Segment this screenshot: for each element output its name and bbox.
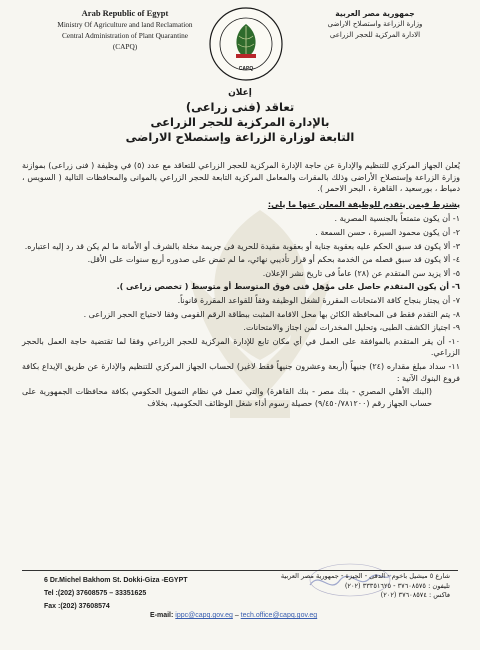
requirements-heading: يشترط فيمن يتقدم للوظيفة المعلن عنها ما يلى: bbox=[267, 199, 460, 209]
footer-phone-ar: تليفون : ٣٧٦٠٨٥٧٥ - ٣٣٣٥١٦٢٥ (٢٠٢) bbox=[344, 581, 450, 590]
requirement-item: ١٠- أن يقر المتقدم بالموافقة على العمل في أي مكان تابع للإدارة المركزية للحجر الزراعي وفقا لما تقتضية حاجة العمل بالحجر الزراعي. bbox=[22, 336, 460, 358]
email-label: E-mail: bbox=[150, 612, 174, 619]
country-name-ar: جمهورية مصر العربية bbox=[335, 9, 415, 18]
requirement-item: ١- أن يكون متمتعاً بالجنسية المصرية . bbox=[334, 214, 460, 224]
intro-paragraph: يُعلن الجهاز المركزي للتنظيم والإدارة عن حاجة الإدارة المركزية للحجر الزراعي للتعاقد مع عدد (٥) في وظيفة ( فنى زراعى) بموازنة وزارة الزراعة وإستصلاح الأراضى وذلك بالمقرات والمعامل المركزية التابعة للحجر الزراعي بالموانى والمحافظات التالية ( السويس ، دمياط ، بورسعيد ، القاهرة ، البحر الاحمر ). bbox=[22, 161, 460, 194]
banks-paragraph: (البنك الأهلي المصري - بنك مصر - بنك القاهرة) والتي تعمل في نظام التمويل الحكومي بكافة محافظات الجمهورية على حساب الجهاز رقم (٩/٤٥٠/٧٨١٢٠٠) حصيلة رسوم أداء شغل الوظائف الحكومية، بخلاف bbox=[22, 387, 432, 408]
footer-address-ar: شارع ٥ ميشيل باخوم - الدقى - الجيزة - جمهورية مصر العربية bbox=[280, 572, 450, 580]
footer-tel: Tel :(202) 37608575 – 33351625 bbox=[44, 590, 147, 597]
requirement-qualification: ٦- أن يكون المتقدم حاصل على مؤهل فنى فوق المتوسط أو متوسط ( تخصص زراعى ). bbox=[116, 282, 460, 292]
capq-seal bbox=[208, 6, 284, 82]
requirement-item: ١١- سداد مبلغ مقداره (٢٤) جنيهاً (أربعة وعشرون جنيهاً فقط لاغير) لحساب الجهاز المركزي للتنظيم والإدارة عن طريق الإيداع بكافة فروع البنوك الآتية : bbox=[22, 361, 460, 383]
ministry-name: Ministry Of Agriculture and land Reclamation bbox=[57, 20, 193, 29]
email-link-ippc[interactable]: ippc@capq.gov.eg bbox=[175, 612, 233, 619]
administration-abbr: (CAPQ) bbox=[112, 42, 138, 51]
seal-abbreviation: CAPQ bbox=[238, 66, 254, 72]
contract-title: تعاقد (فنى زراعى) bbox=[185, 100, 295, 114]
administration-name-ar: الادارة المركزية للحجر الزراعى bbox=[329, 31, 421, 39]
footer-divider bbox=[22, 570, 458, 571]
department-title: بالإدارة المركزية للحجر الزراعى bbox=[150, 115, 330, 129]
requirement-item: ٤- ألا يكون قد سبق فصله من الخدمة بحكم أو قرار تأديبي نهائي، ما لم تمض على صدوره أربع سنوات على الأقل. bbox=[87, 255, 460, 265]
announcement-title bbox=[90, 87, 390, 145]
footer-fax-ar: فاكس : ٣٧٦٠٨٥٧٤ (٢٠٢) bbox=[380, 591, 450, 599]
email-separator: – bbox=[234, 612, 241, 619]
footer-contact-english bbox=[44, 574, 264, 613]
header-arabic bbox=[300, 8, 450, 41]
ministry-name-ar: وزارة الزراعة واستصلاح الاراضى bbox=[327, 20, 423, 28]
administration-name: Central Administration of Plant Quarantine bbox=[61, 31, 189, 40]
requirement-item: ٩- اجتياز الكشف الطبى، وتحليل المخدرات لمن اجتاز والامتحانات. bbox=[243, 323, 460, 333]
requirement-item: ٣- ألا يكون قد سبق الحكم عليه بعقوبة جناية أو بعقوبة مقيدة للحرية فى جريمة مخلة بالشرف أو الأمانة ما لم يكن قد رد إليه اعتباره. bbox=[24, 241, 460, 251]
footer-contact-arabic bbox=[260, 572, 450, 601]
requirement-item: ٥- ألا يزيد سن المتقدم عن (٢٨) عاماً فى تاريخ نشر الإعلان. bbox=[262, 268, 460, 278]
requirement-item: ٢- أن يكون محمود السيرة ، حسن السمعة . bbox=[315, 227, 460, 237]
email-link-tech-office[interactable]: tech.office@capq.gov.eg bbox=[240, 612, 318, 619]
footer-address: 6 Dr.Michel Bakhom St. Dokki-Giza -EGYPT bbox=[44, 577, 188, 584]
footer-email bbox=[150, 612, 480, 619]
header-english bbox=[40, 8, 210, 52]
footer-fax: Fax :(202) 37608574 bbox=[44, 603, 110, 610]
ministry-title: التابعة لوزارة الزراعة وإستصلاح الاراضى bbox=[125, 130, 355, 144]
requirement-item: ٨- يتم التقدم فقط فى المحافظة الكائن بها محل الاقامة المثبت ببطاقة الرقم القومى وفقا لاحتياج الحجر الزراعى . bbox=[83, 309, 460, 319]
country-name: Arab Republic of Egypt bbox=[81, 8, 169, 18]
announcement-body bbox=[22, 160, 460, 411]
announcement-label: إعلان bbox=[228, 88, 252, 98]
requirement-item: ٧- أن يجتاز بنجاح كافة الامتحانات المقررة لشغل الوظيفة وفقاً للقواعد المقررة قانوناً. bbox=[177, 295, 460, 305]
